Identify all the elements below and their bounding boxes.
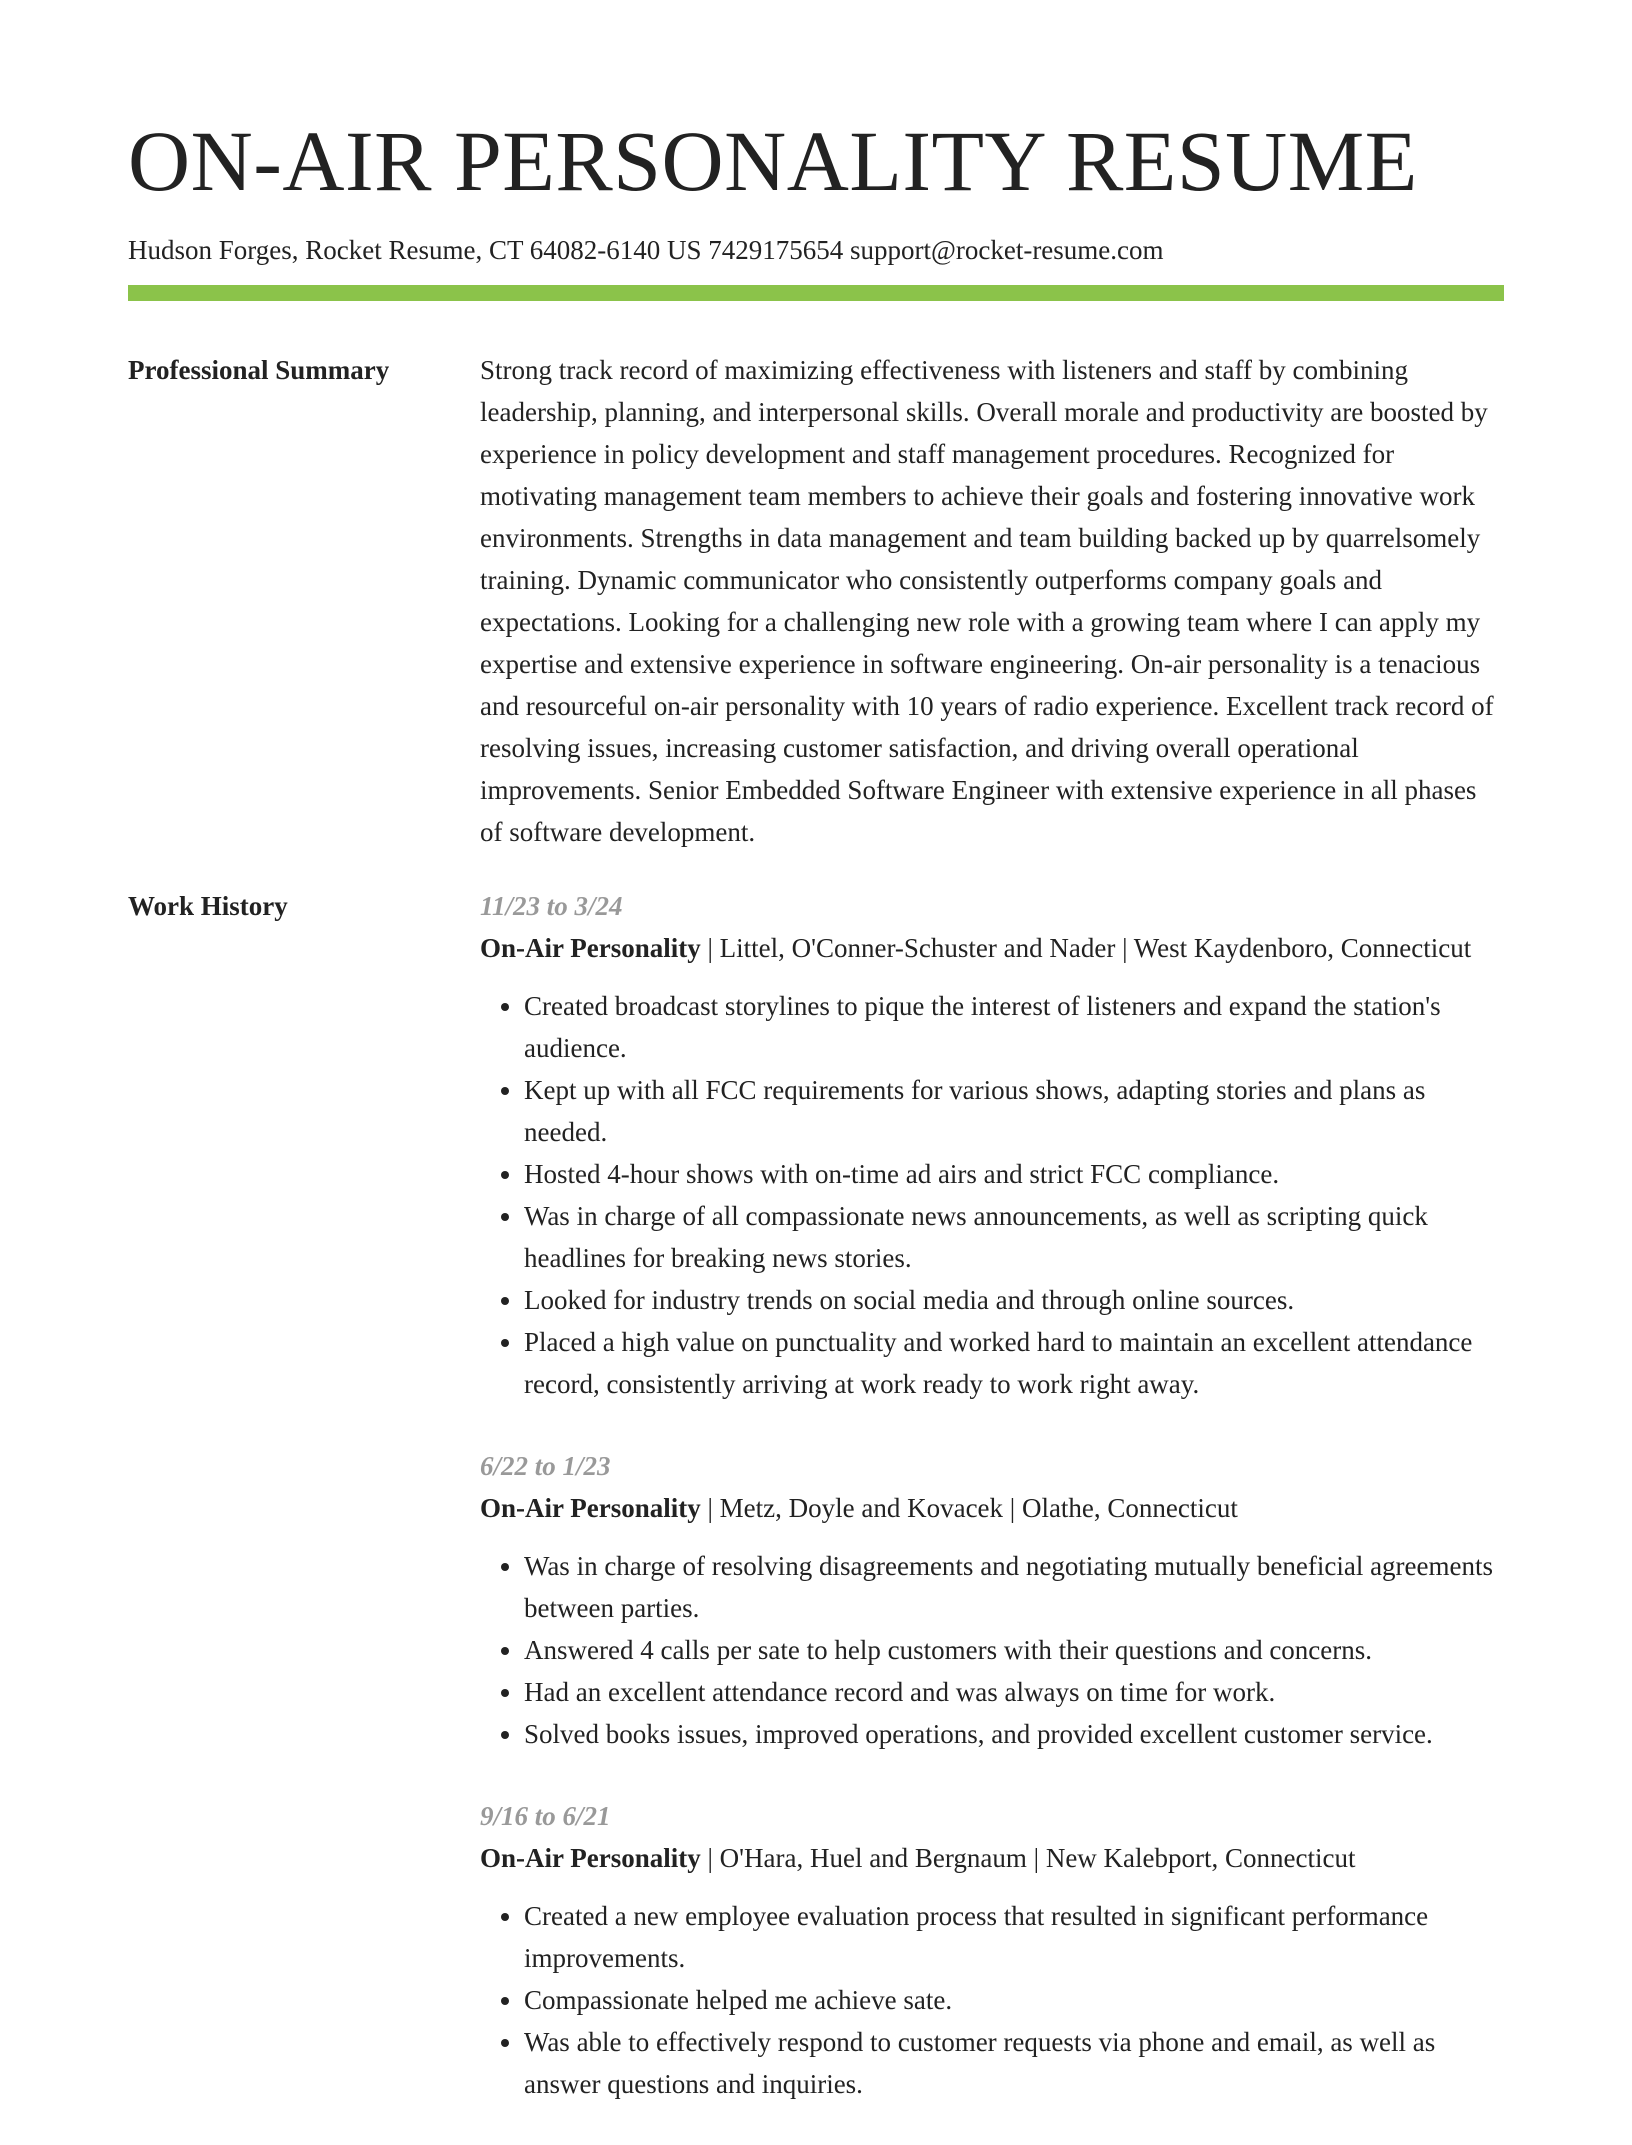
job-heading: [480, 1487, 1504, 1529]
job-bullet: • Looked for industry trends on social media and through online sources.: [524, 1279, 1504, 1321]
job-bullet: • Created broadcast storylines to pique the interest of listeners and expand the station's audience.: [524, 985, 1504, 1069]
job-bullet: • Answered 4 calls per sate to help customers with their questions and concerns.: [524, 1629, 1504, 1671]
work-history-section: [480, 885, 1504, 2145]
job-bullet: • Was able to effectively respond to customer requests via phone and email, as well as answer questions and inquiries.: [524, 2021, 1504, 2105]
job-bullet: • Kept up with all FCC requirements for various shows, adapting stories and plans as needed.: [524, 1069, 1504, 1153]
summary-section: [480, 349, 1504, 853]
job-bullet: • Hosted 4-hour shows with on-time ad airs and strict FCC compliance.: [524, 1153, 1504, 1195]
summary-heading: Professional Summary: [128, 355, 390, 385]
resume-title: ON-AIR PERSONALITY RESUME: [128, 113, 1418, 209]
job-entry: [480, 885, 1504, 1405]
job-title: On-Air Personality: [480, 1493, 701, 1523]
job-bullet: • Placed a high value on punctuality and worked hard to maintain an excellent attendance record, consistently arriving at work ready to work right away.: [524, 1321, 1504, 1405]
job-dates: 9/16 to 6/21: [480, 1801, 611, 1831]
job-bullet: • Created a new employee evaluation process that resulted in significant performance improvements.: [524, 1895, 1504, 1979]
job-bullet: • Was in charge of all compassionate news announcements, as well as scripting quick headlines for breaking news stories.: [524, 1195, 1504, 1279]
job-heading: [480, 927, 1504, 969]
job-employer-location: | O'Hara, Huel and Bergnaum | New Kalebport, Connecticut: [700, 1843, 1356, 1873]
job-bullet: • Compassionate helped me achieve sate.: [524, 1979, 1504, 2021]
contact-line: Hudson Forges, Rocket Resume, CT 64082-6140 US 7429175654 support@rocket-resume.com: [128, 235, 1164, 265]
job-bullets: [480, 1545, 1504, 1755]
job-dates: 6/22 to 1/23: [480, 1451, 611, 1481]
job-bullet: • Was in charge of resolving disagreements and negotiating mutually beneficial agreements between parties.: [524, 1545, 1504, 1629]
job-title: On-Air Personality: [480, 933, 701, 963]
job-bullets: [480, 1895, 1504, 2105]
job-employer-location: | Metz, Doyle and Kovacek | Olathe, Connecticut: [700, 1493, 1238, 1523]
header-divider: [128, 285, 1504, 301]
job-bullet: • Had an excellent attendance record and was always on time for work.: [524, 1671, 1504, 1713]
job-title: On-Air Personality: [480, 1843, 701, 1873]
job-entry: [480, 1445, 1504, 1755]
summary-text: Strong track record of maximizing effectiveness with listeners and staff by combining leadership, planning, and interpersonal skills. Overall morale and productivity are boosted by experience in policy development and staff management procedures. Recognized for motivating management team members to achieve their goals and fostering innovative work environments. Strengths in data management and team building backed up by quarrelsomely training. Dynamic communicator who consistently outperforms company goals and expectations. Looking for a challenging new role with a growing team where I can apply my expertise and extensive experience in software engineering. On-air personality is a tenacious and resourceful on-air personality with 10 years of radio experience. Excellent track record of resolving issues, increasing customer satisfaction, and driving overall operational improvements. Senior Embedded Software Engineer with extensive experience in all phases of software development.: [480, 355, 1494, 847]
job-dates: 11/23 to 3/24: [480, 891, 623, 921]
job-bullets: [480, 985, 1504, 1405]
job-bullet: • Solved books issues, improved operations, and provided excellent customer service.: [524, 1713, 1504, 1755]
work-history-heading: Work History: [128, 891, 288, 921]
job-entry: [480, 1795, 1504, 2105]
job-heading: [480, 1837, 1504, 1879]
job-employer-location: | Littel, O'Conner-Schuster and Nader | West Kaydenboro, Connecticut: [700, 933, 1472, 963]
